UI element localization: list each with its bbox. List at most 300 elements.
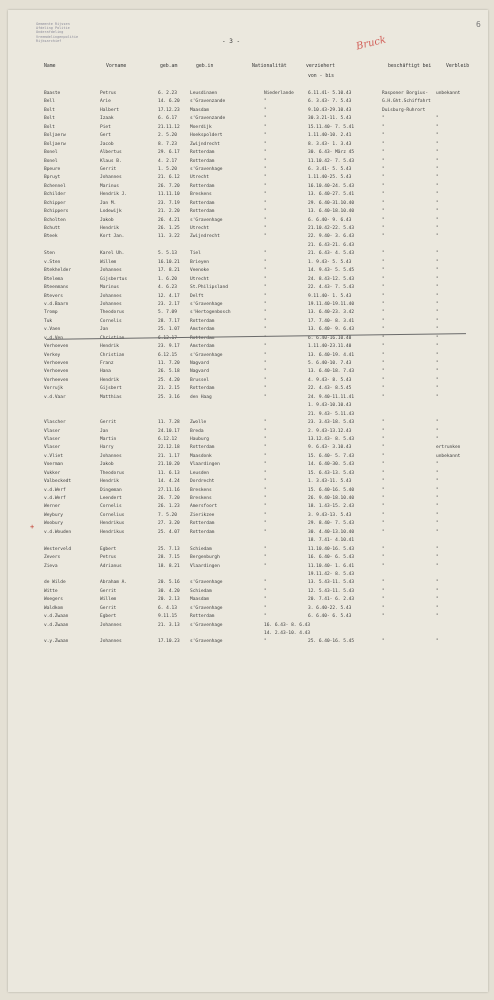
cell-first-name: Jacob — [100, 141, 114, 147]
cell-whereabouts: " — [436, 588, 439, 594]
cell-birth-place: Tiel — [190, 251, 201, 257]
table-row — [8, 115, 488, 123]
cell-nationality: " — [264, 394, 267, 400]
cell-stay-period: 13. 6.40- 9. 6.43 — [308, 327, 355, 333]
cell-first-name: Cornelius — [100, 512, 125, 518]
cell-first-name: Johannes — [100, 293, 122, 299]
cell-first-name: Gerrit — [100, 166, 117, 172]
cell-birth-place: Nagvard — [190, 369, 209, 375]
cell-whereabouts: " — [436, 209, 439, 215]
cell-birth-place: s'Gravenzande — [190, 116, 226, 122]
cell-first-name: Petrus — [100, 555, 117, 561]
cell-stay-period: 6. 3.41- 5. 5.43 — [308, 166, 352, 172]
cell-stay-period: 9.10.43-29.10.43 — [308, 107, 352, 113]
cell-name: Btekhelder — [44, 268, 72, 274]
cell-name: Bonel — [44, 150, 58, 156]
cell-nationality: " — [264, 175, 267, 181]
cell-employer: " — [382, 141, 385, 147]
cell-employer: " — [382, 150, 385, 156]
table-row — [8, 503, 488, 511]
cell-name: Voerman — [44, 462, 63, 468]
table-row — [8, 529, 488, 537]
cell-name: v.Sten — [44, 259, 61, 265]
cell-birth-place: Breda — [190, 428, 204, 434]
cell-employer: G.H.Ght.Schiffahrt — [382, 99, 431, 105]
cell-birth-date: 4. 6.23 — [158, 285, 177, 291]
cell-first-name: Hendrik — [100, 226, 119, 231]
cell-stay-period: 20. 7.41- 6. 2.43 — [308, 597, 355, 603]
cell-birth-place: s'Gravenhage — [190, 352, 223, 358]
cell-name: Tromp — [44, 310, 58, 316]
cell-stay-period: 16. 6.40- 6. 5.43 — [308, 555, 355, 561]
cell-whereabouts: " — [436, 361, 439, 366]
cell-birth-date: 6. 4.13 — [158, 605, 177, 611]
table-row — [8, 158, 488, 166]
cell-stay-period: 25. 6.40-16. 5.45 — [308, 639, 355, 645]
cell-stay-period: 26. 9.40-18.10.40 — [308, 496, 355, 501]
table-row — [8, 563, 488, 571]
cell-first-name: Abraham A. — [100, 580, 128, 586]
cell-birth-place: Leusden — [190, 470, 209, 476]
cell-employer: " — [382, 462, 385, 468]
cell-stay-period: 22. 4.43- 8.5.45 — [308, 386, 352, 392]
cell-nationality: " — [264, 124, 267, 130]
cell-whereabouts: " — [436, 175, 439, 181]
cell-stay-period: 1.11.40-23.11.40 — [308, 344, 352, 350]
cell-stay-period: 3. 6.40-22. 5.43 — [308, 605, 352, 611]
cell-nationality: " — [264, 116, 267, 122]
cell-name: v.d.Vaar — [44, 394, 66, 400]
cell-nationality: " — [264, 209, 267, 215]
cell-stay-period: 11.10.40-16. 5.43 — [308, 546, 355, 552]
table-row — [8, 478, 488, 486]
cell-name: Bchipper — [44, 200, 66, 206]
cell-first-name: Martin — [100, 436, 117, 442]
cell-birth-date: 8. 7.23 — [158, 141, 177, 147]
table-row — [8, 622, 488, 630]
table-row — [8, 267, 488, 275]
cell-first-name: Adrianus — [100, 563, 122, 569]
cell-name: v.Vaen — [44, 327, 61, 333]
cell-birth-date: 30. 4.20 — [158, 588, 180, 594]
cell-whereabouts: " — [436, 276, 439, 282]
cell-birth-place: Maasdam — [190, 107, 209, 113]
cell-nationality: " — [264, 166, 267, 172]
cell-whereabouts: " — [436, 217, 439, 223]
cell-first-name: Hendrik — [100, 479, 119, 485]
cell-stay-period: 15. 6.43-13. 5.43 — [308, 470, 355, 476]
cell-whereabouts: " — [436, 158, 439, 164]
table-row — [8, 352, 488, 360]
cell-nationality: " — [264, 470, 267, 476]
register-table — [8, 90, 488, 647]
cell-birth-place: den Haag — [190, 394, 212, 400]
cell-employer: " — [382, 479, 385, 485]
cell-birth-date: 21. 6.12 — [158, 175, 180, 181]
cell-name: Vorheeven — [44, 377, 69, 383]
cell-birth-place: Hoekspoldert — [190, 133, 223, 139]
cell-birth-date: 27. 3.20 — [158, 521, 180, 527]
cell-nationality: " — [264, 327, 267, 333]
cell-nationality: " — [264, 200, 267, 206]
cell-name: Valbeckedt — [44, 479, 72, 485]
cell-stay-period: 13. 6.40-18.10.40 — [308, 209, 355, 215]
cell-stay-period: 19.11.40-19.11.40 — [308, 301, 355, 307]
cell-whereabouts: " — [436, 268, 439, 274]
cell-stay-period: 11.10.42- 7. 5.43 — [308, 158, 355, 164]
cell-birth-date: 21. 2.20 — [158, 209, 180, 215]
cell-nationality: " — [264, 141, 267, 147]
cell-nationality: " — [264, 234, 267, 240]
cell-employer: " — [382, 234, 385, 240]
cell-nationality: " — [264, 99, 267, 105]
cell-stay-period: 3. 9.43-13. 5.43 — [308, 512, 352, 518]
cell-nationality: " — [264, 107, 267, 113]
cell-stay-period: 6. 6.40- 6. 5.43 — [308, 614, 352, 620]
cell-whereabouts: " — [436, 605, 439, 611]
cell-employer: " — [382, 614, 385, 620]
cell-birth-place: Brieyen — [190, 259, 209, 265]
cell-stay-period: 17. 7.40- 8. 3.41 — [308, 318, 355, 324]
cell-nationality: " — [264, 428, 267, 434]
cell-nationality: " — [264, 251, 267, 257]
cell-name: v.d.Werf — [44, 496, 66, 501]
cell-employer: " — [382, 496, 385, 501]
cell-first-name: Theodorus — [100, 470, 125, 476]
table-row — [8, 546, 488, 554]
cell-name: Verkey — [44, 352, 61, 358]
cell-name: Boljaerw — [44, 141, 66, 147]
cell-employer: " — [382, 301, 385, 307]
cell-employer: " — [382, 209, 385, 215]
cell-nationality: " — [264, 504, 267, 510]
cell-employer: " — [382, 420, 385, 426]
cell-nationality: " — [264, 361, 267, 366]
cell-first-name: Egbert — [100, 546, 117, 552]
table-row — [8, 183, 488, 191]
column-header-first-name: Vorname — [106, 64, 127, 69]
cell-birth-place: s'Gravenhage — [190, 217, 223, 223]
cell-employer: " — [382, 580, 385, 586]
cell-name: Vukker — [44, 470, 61, 476]
table-row — [8, 284, 488, 292]
cell-employer: " — [382, 512, 385, 518]
cell-employer: " — [382, 445, 385, 451]
cell-birth-place: Breskens — [190, 192, 212, 198]
table-row — [8, 217, 488, 225]
cell-whereabouts: " — [436, 639, 439, 645]
cell-whereabouts: " — [436, 436, 439, 442]
cell-first-name: Johannes — [100, 622, 122, 628]
cell-nationality: " — [264, 436, 267, 442]
cell-nationality: " — [264, 369, 267, 375]
cell-birth-place: Delft — [190, 293, 204, 299]
cell-whereabouts: " — [436, 310, 439, 316]
table-row — [8, 495, 488, 503]
cell-employer: " — [382, 436, 385, 442]
cell-whereabouts: " — [436, 369, 439, 375]
table-row — [8, 487, 488, 495]
cell-birth-date: 25. 4.07 — [158, 529, 180, 535]
cell-nationality: " — [264, 563, 267, 569]
cell-stay-period: 5. 6.40-10. 7.43 — [308, 361, 352, 366]
cell-birth-place: St.Philipsland — [190, 285, 228, 291]
stamp-line: Afdeling Politie — [36, 26, 70, 31]
cell-stay-period: 9.11.40- 1. 5.43 — [308, 293, 352, 299]
cell-first-name: Hendrik J. — [100, 192, 128, 198]
cell-stay-period: 6.11.41- 5.10.43 — [308, 91, 352, 96]
cell-nationality: " — [264, 588, 267, 594]
cell-name: Bpruyt — [44, 175, 61, 181]
cell-birth-date: 21. 2.15 — [158, 386, 180, 392]
cell-birth-date: 21.11.12 — [158, 124, 180, 130]
cell-employer: " — [382, 268, 385, 274]
cell-birth-date: 5. 7.09 — [158, 310, 177, 316]
cell-nationality: " — [264, 150, 267, 156]
cell-nationality: " — [264, 183, 267, 189]
table-row — [8, 436, 488, 444]
cell-first-name: Christian — [100, 335, 125, 341]
cell-birth-place: s'Gravenhage — [190, 301, 223, 307]
cell-stay-period: 15. 6.40- 5. 7.43 — [308, 453, 355, 459]
cell-birth-date: 23. 2.17 — [158, 301, 180, 307]
cell-name: v.d.Werf — [44, 487, 66, 493]
cell-nationality: " — [264, 597, 267, 603]
cell-stay-period: 24. 8.43-12. 5.43 — [308, 276, 355, 282]
cell-employer: " — [382, 597, 385, 603]
column-header-stay-range: von - bis — [308, 74, 334, 79]
table-row — [8, 554, 488, 562]
cell-first-name: Willem — [100, 597, 117, 603]
cell-name: Vorrujk — [44, 386, 63, 392]
cell-whereabouts: " — [436, 285, 439, 291]
cell-birth-date: 16.10.21 — [158, 259, 180, 265]
cell-birth-date: 27.11.16 — [158, 487, 180, 493]
cell-employer: " — [382, 352, 385, 358]
cell-first-name: Willem — [100, 259, 117, 265]
cell-stay-period: 9. 6.43- 3.10.43 — [308, 445, 352, 451]
cell-name: Verhoeven — [44, 344, 69, 350]
cell-birth-date: 11. 7.28 — [158, 420, 180, 426]
cell-whereabouts: " — [436, 116, 439, 122]
cell-first-name: Johannes — [100, 301, 122, 307]
cell-nationality: " — [264, 605, 267, 611]
cell-stay-period: 21. 6.43-21. 6.43 — [308, 242, 355, 248]
cell-name: Verhoeven — [44, 361, 69, 366]
cell-employer: " — [382, 546, 385, 552]
cell-first-name: Marinus — [100, 183, 119, 189]
cell-birth-date: 18. 8.21 — [158, 563, 180, 569]
cell-whereabouts: " — [436, 597, 439, 603]
cell-nationality: " — [264, 133, 267, 139]
cell-first-name: Johannes — [100, 175, 122, 181]
cell-birth-place: Schiedam — [190, 588, 212, 594]
cell-first-name: Johannes — [100, 639, 122, 645]
cell-employer: " — [382, 276, 385, 282]
cell-employer: " — [382, 555, 385, 561]
cell-birth-place: Amsterdam — [190, 327, 215, 333]
cell-first-name: Jakob — [100, 462, 114, 468]
cell-birth-date: 25. 4.20 — [158, 377, 180, 383]
table-row — [8, 343, 488, 351]
table-row — [8, 444, 488, 452]
cell-name: v.d.Baarn — [44, 301, 69, 307]
cell-employer: " — [382, 217, 385, 223]
cell-employer: " — [382, 361, 385, 366]
cell-birth-date: 14. 4.24 — [158, 479, 180, 485]
table-row — [8, 638, 488, 646]
cell-whereabouts: " — [436, 521, 439, 527]
table-row — [8, 411, 488, 419]
cell-name: Bcholten — [44, 217, 66, 223]
cell-birth-date: 11. 3.22 — [158, 234, 180, 240]
cell-nationality: " — [264, 259, 267, 265]
cell-first-name: Arie — [100, 99, 111, 105]
cell-birth-place: Rotterdam — [190, 521, 215, 527]
cell-birth-place: Amersfoort — [190, 504, 218, 510]
stamp-line: Onderafdeling — [36, 30, 64, 35]
table-row — [8, 360, 488, 368]
cell-employer: " — [382, 259, 385, 265]
cell-birth-date: 26. 5.18 — [158, 369, 180, 375]
cell-nationality: " — [264, 386, 267, 392]
cell-nationality: " — [264, 614, 267, 620]
table-row — [8, 428, 488, 436]
cell-whereabouts: " — [436, 301, 439, 307]
cell-nationality: " — [264, 580, 267, 586]
table-row — [8, 368, 488, 376]
table-row — [8, 512, 488, 520]
cell-name: Bolt — [44, 124, 55, 130]
cell-first-name: Lodewijk — [100, 209, 122, 215]
cell-stay-period: 19.11.42- 8. 5.43 — [308, 571, 355, 577]
cell-birth-date: 29. 6.17 — [158, 150, 180, 156]
cell-first-name: Klaus B. — [100, 158, 122, 164]
cell-first-name: Marinus — [100, 285, 119, 291]
cell-name: Bell — [44, 99, 55, 105]
cell-stay-period: 23. 3.43-18. 5.43 — [308, 420, 355, 426]
cell-stay-period: 1. 9.43-10.10.43 — [308, 403, 352, 409]
cell-name: Sten — [44, 251, 55, 257]
cell-birth-date: 21.10.20 — [158, 462, 180, 468]
cell-stay-period: 21.10.42-22. 5.43 — [308, 226, 355, 231]
table-row — [8, 571, 488, 579]
cell-birth-place: Rotterdam — [190, 209, 215, 215]
cell-first-name: Piet — [100, 124, 111, 130]
table-row — [8, 453, 488, 461]
cell-first-name: Hendrik — [100, 377, 119, 383]
cell-birth-date: 23. 7.19 — [158, 200, 180, 206]
cell-whereabouts: " — [436, 327, 439, 333]
cell-whereabouts: " — [436, 141, 439, 147]
cell-nationality: " — [264, 217, 267, 223]
cell-birth-place: Dordrecht — [190, 479, 215, 485]
cell-birth-date: 6.12.15 — [158, 352, 177, 358]
cell-name: v.d.Wouden — [44, 529, 72, 535]
cell-whereabouts: " — [436, 335, 439, 341]
cell-whereabouts: " — [436, 344, 439, 350]
cell-whereabouts: " — [436, 462, 439, 468]
cell-whereabouts: " — [436, 428, 439, 434]
cell-nationality: " — [264, 318, 267, 324]
table-row — [8, 630, 488, 638]
cell-name: Boljaerw — [44, 133, 66, 139]
cell-employer: " — [382, 605, 385, 611]
cell-nationality: " — [264, 158, 267, 164]
cell-employer: " — [382, 327, 385, 333]
cell-nationality: " — [264, 276, 267, 282]
cell-birth-date: 26. 1.25 — [158, 226, 180, 231]
cell-birth-date: 11. 6.13 — [158, 470, 180, 476]
cell-birth-place: Zierikzee — [190, 512, 215, 518]
cell-first-name: Gerrit — [100, 420, 117, 426]
cell-birth-place: s'Gravenzande — [190, 99, 226, 105]
cell-name: Vlaser — [44, 445, 61, 451]
cell-birth-date: 20. 5.16 — [158, 580, 180, 586]
cell-name: Btevers — [44, 293, 63, 299]
cell-stay-period: 13. 5.43-11. 5.43 — [308, 580, 355, 586]
cell-birth-place: Vlaardingen — [190, 563, 220, 569]
cell-name: v.d.Zwaan — [44, 614, 69, 620]
cell-first-name: Johannes — [100, 453, 122, 459]
cell-birth-place: Vlaardingen — [190, 462, 220, 468]
cell-stay-period: 13. 6.40-19. 4.41 — [308, 352, 355, 358]
table-row — [8, 309, 488, 317]
table-row — [8, 461, 488, 469]
cell-whereabouts: " — [436, 555, 439, 561]
cell-nationality: " — [264, 496, 267, 501]
column-header-birth-date: geb.am — [160, 64, 178, 69]
cell-birth-date: 21. 3.13 — [158, 622, 180, 628]
cell-birth-place: Rotterdam — [190, 614, 215, 620]
cell-name: v.d.Zwaan — [44, 622, 69, 628]
cell-employer: " — [382, 394, 385, 400]
table-row — [8, 419, 488, 427]
cell-first-name: Christian — [100, 352, 125, 358]
cell-birth-date: 26. 7.20 — [158, 496, 180, 501]
cell-birth-date: 25. 3.16 — [158, 394, 180, 400]
cell-birth-place: Zwijndrecht — [190, 141, 220, 147]
cell-first-name: Gert — [100, 133, 111, 139]
cell-whereabouts: " — [436, 150, 439, 156]
cell-first-name: Harry — [100, 445, 114, 451]
cell-whereabouts: " — [436, 487, 439, 493]
cell-birth-place: s'Gravenhage — [190, 166, 223, 172]
table-row — [8, 301, 488, 309]
cell-nationality: " — [264, 445, 267, 451]
cell-name: Werner — [44, 504, 61, 510]
cell-stay-period: 6. 3.43- 7. 5.43 — [308, 99, 352, 105]
cell-birth-date: 17. 8.21 — [158, 268, 180, 274]
cell-nationality: " — [264, 352, 267, 358]
cell-employer: " — [382, 226, 385, 231]
cell-birth-date: 17.10.23 — [158, 639, 180, 645]
cell-birth-date: 28. 7.17 — [158, 318, 180, 324]
cell-employer: " — [382, 166, 385, 172]
cell-first-name: Jan M. — [100, 200, 117, 206]
cell-birth-date: 22.12.18 — [158, 445, 180, 451]
cell-birth-date: 4. 2.17 — [158, 158, 177, 164]
cell-whereabouts: " — [436, 318, 439, 324]
cell-birth-date: 12. 4.17 — [158, 293, 180, 299]
cell-birth-place: Moerdijk — [190, 124, 212, 130]
cell-stay-period: 13. 6.40-18. 7.43 — [308, 369, 355, 375]
cell-birth-place: s'Gravenhage — [190, 605, 223, 611]
cell-first-name: Cornelis — [100, 504, 122, 510]
cell-name: Zieva — [44, 563, 58, 569]
cell-nationality: " — [264, 420, 267, 426]
page-number: - 3 - — [222, 38, 241, 45]
